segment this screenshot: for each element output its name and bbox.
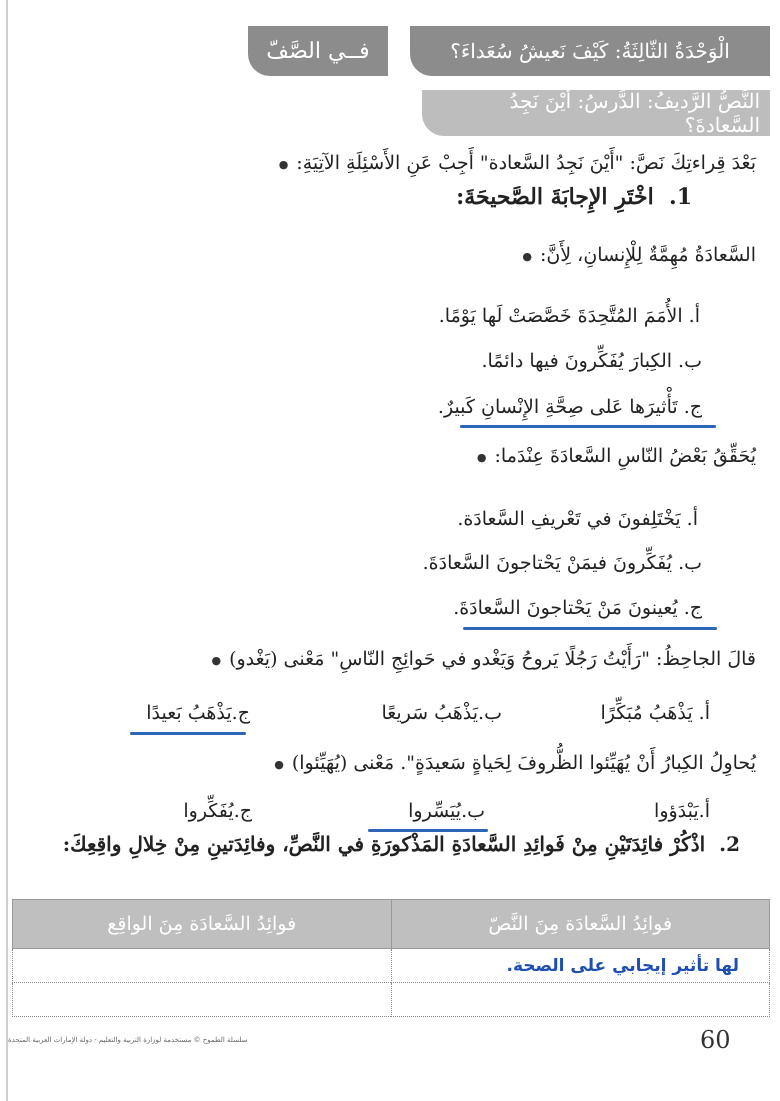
q4-option-c: ج.يُفَكِّروا [183, 800, 252, 822]
q1-option-a: أ. الأُمَمَ المُتَّحِدَةَ خَصَّصَتْ لَها يَوْمًا. [438, 305, 700, 327]
table-cell-text-1[interactable]: لها تأثير إيجابي على الصحة. [391, 949, 770, 983]
q1-answer-underline [460, 425, 716, 428]
q4-option-b: ب.يُيَسِّروا [408, 800, 485, 822]
table-header-text: فوائِدُ السَّعادَة مِنَ النَّصّ [391, 900, 770, 949]
q3-answer-underline [130, 732, 246, 735]
table-row [13, 949, 770, 983]
q3-option-c: ج.يَذْهَبُ بَعيدًا [146, 702, 250, 724]
q2-option-b: ب. يُفَكِّرونَ فيمَنْ يَحْتاجونَ السَّعادَةَ. [422, 552, 702, 574]
table-row [13, 983, 770, 1017]
q4-option-a: أ.يَبْدَؤوا [654, 800, 710, 822]
q3-option-b: ب.يَذْهَبُ سَريعًا [381, 702, 502, 724]
page-edge [6, 0, 8, 1101]
in-class-tab: فــي الصَّفّ [248, 26, 388, 76]
q2-answer-underline [463, 627, 717, 630]
table-cell-reality-1[interactable] [13, 949, 392, 983]
q1-option-b: ب. الكِبارَ يُفَكِّرونَ فيها دائمًا. [481, 350, 702, 372]
q1-stem: السَّعادَةُ مُهِمَّةٌ لِلْإِنسانِ، لِأَنَّ: ● [522, 244, 756, 266]
page-number: 60 [700, 1026, 731, 1054]
section2-title: 2. اذْكُرْ فائِدَتَيْنِ مِنْ فَوائِدِ السَّعادَةِ المَذْكورَةِ في النَّصِّ، وفائِدَتينِ مِنْ خِلالِ واقِعِكَ: [62, 832, 740, 856]
benefits-table [12, 899, 770, 1017]
q1-option-c: ج. تَأْثيرَها عَلى صِحَّةِ الإِنْسانِ كَبيرٌ. [437, 396, 702, 418]
table-header-row [13, 900, 770, 949]
lesson-title: النَّصُّ الرَّديفُ: الدَّرسُ: أَيْنَ نَجِدُ السَّعادةَ؟ [422, 90, 770, 136]
q4-stem: يُحاوِلُ الكِبارُ أَنْ يُهَيِّئوا الظُّروفَ لِحَياةٍ سَعيدَةٍ". مَعْنى (يُهَيِّئوا) ● [274, 752, 756, 774]
table-cell-text-2[interactable] [391, 983, 770, 1017]
table-header-reality: فوائِدُ السَّعادَة مِنَ الواقِع [13, 900, 392, 949]
q2-stem: يُحَقِّقُ بَعْضُ النّاسِ السَّعادَةَ عِنْدَما: ● [477, 445, 756, 467]
q2-option-c: ج. يُعينونَ مَنْ يَحْتاجونَ السَّعادَةَ. [453, 597, 702, 619]
section1-title: 1. اخْتَرِ الإِجابَةَ الصَّحيحَةَ: [456, 184, 692, 210]
q2-option-a: أ. يَخْتَلِفونَ في تَعْريفِ السَّعادَة. [457, 508, 698, 530]
table-cell-reality-2[interactable] [13, 983, 392, 1017]
footer-credit: سلسلة الطموح © مستخدمة لوزارة التربية والتعليم - دولة الإمارات العربية المتحدة [8, 1036, 248, 1044]
intro-text: بَعْدَ قِراءتِكَ نَصَّ: "أَيْنَ نَجِدُ السَّعادة" أَجِبْ عَنِ الأَسْئِلَةِ الآتِيَةِ: ● [279, 152, 756, 174]
q3-stem: قالَ الجاحِظُ: "رَأَيْتُ رَجُلًا يَروحُ وَيَغْدو في حَوائِجِ النّاسِ" مَعْنى (يَغْدو) ● [211, 648, 756, 670]
q3-option-a: أ. يَذْهَبُ مُبَكِّرًا [600, 702, 710, 724]
unit-title: الْوَحْدَةُ الثّالِثَةُ: كَيْفَ نَعيشُ سُعَداءَ؟ [410, 26, 770, 76]
